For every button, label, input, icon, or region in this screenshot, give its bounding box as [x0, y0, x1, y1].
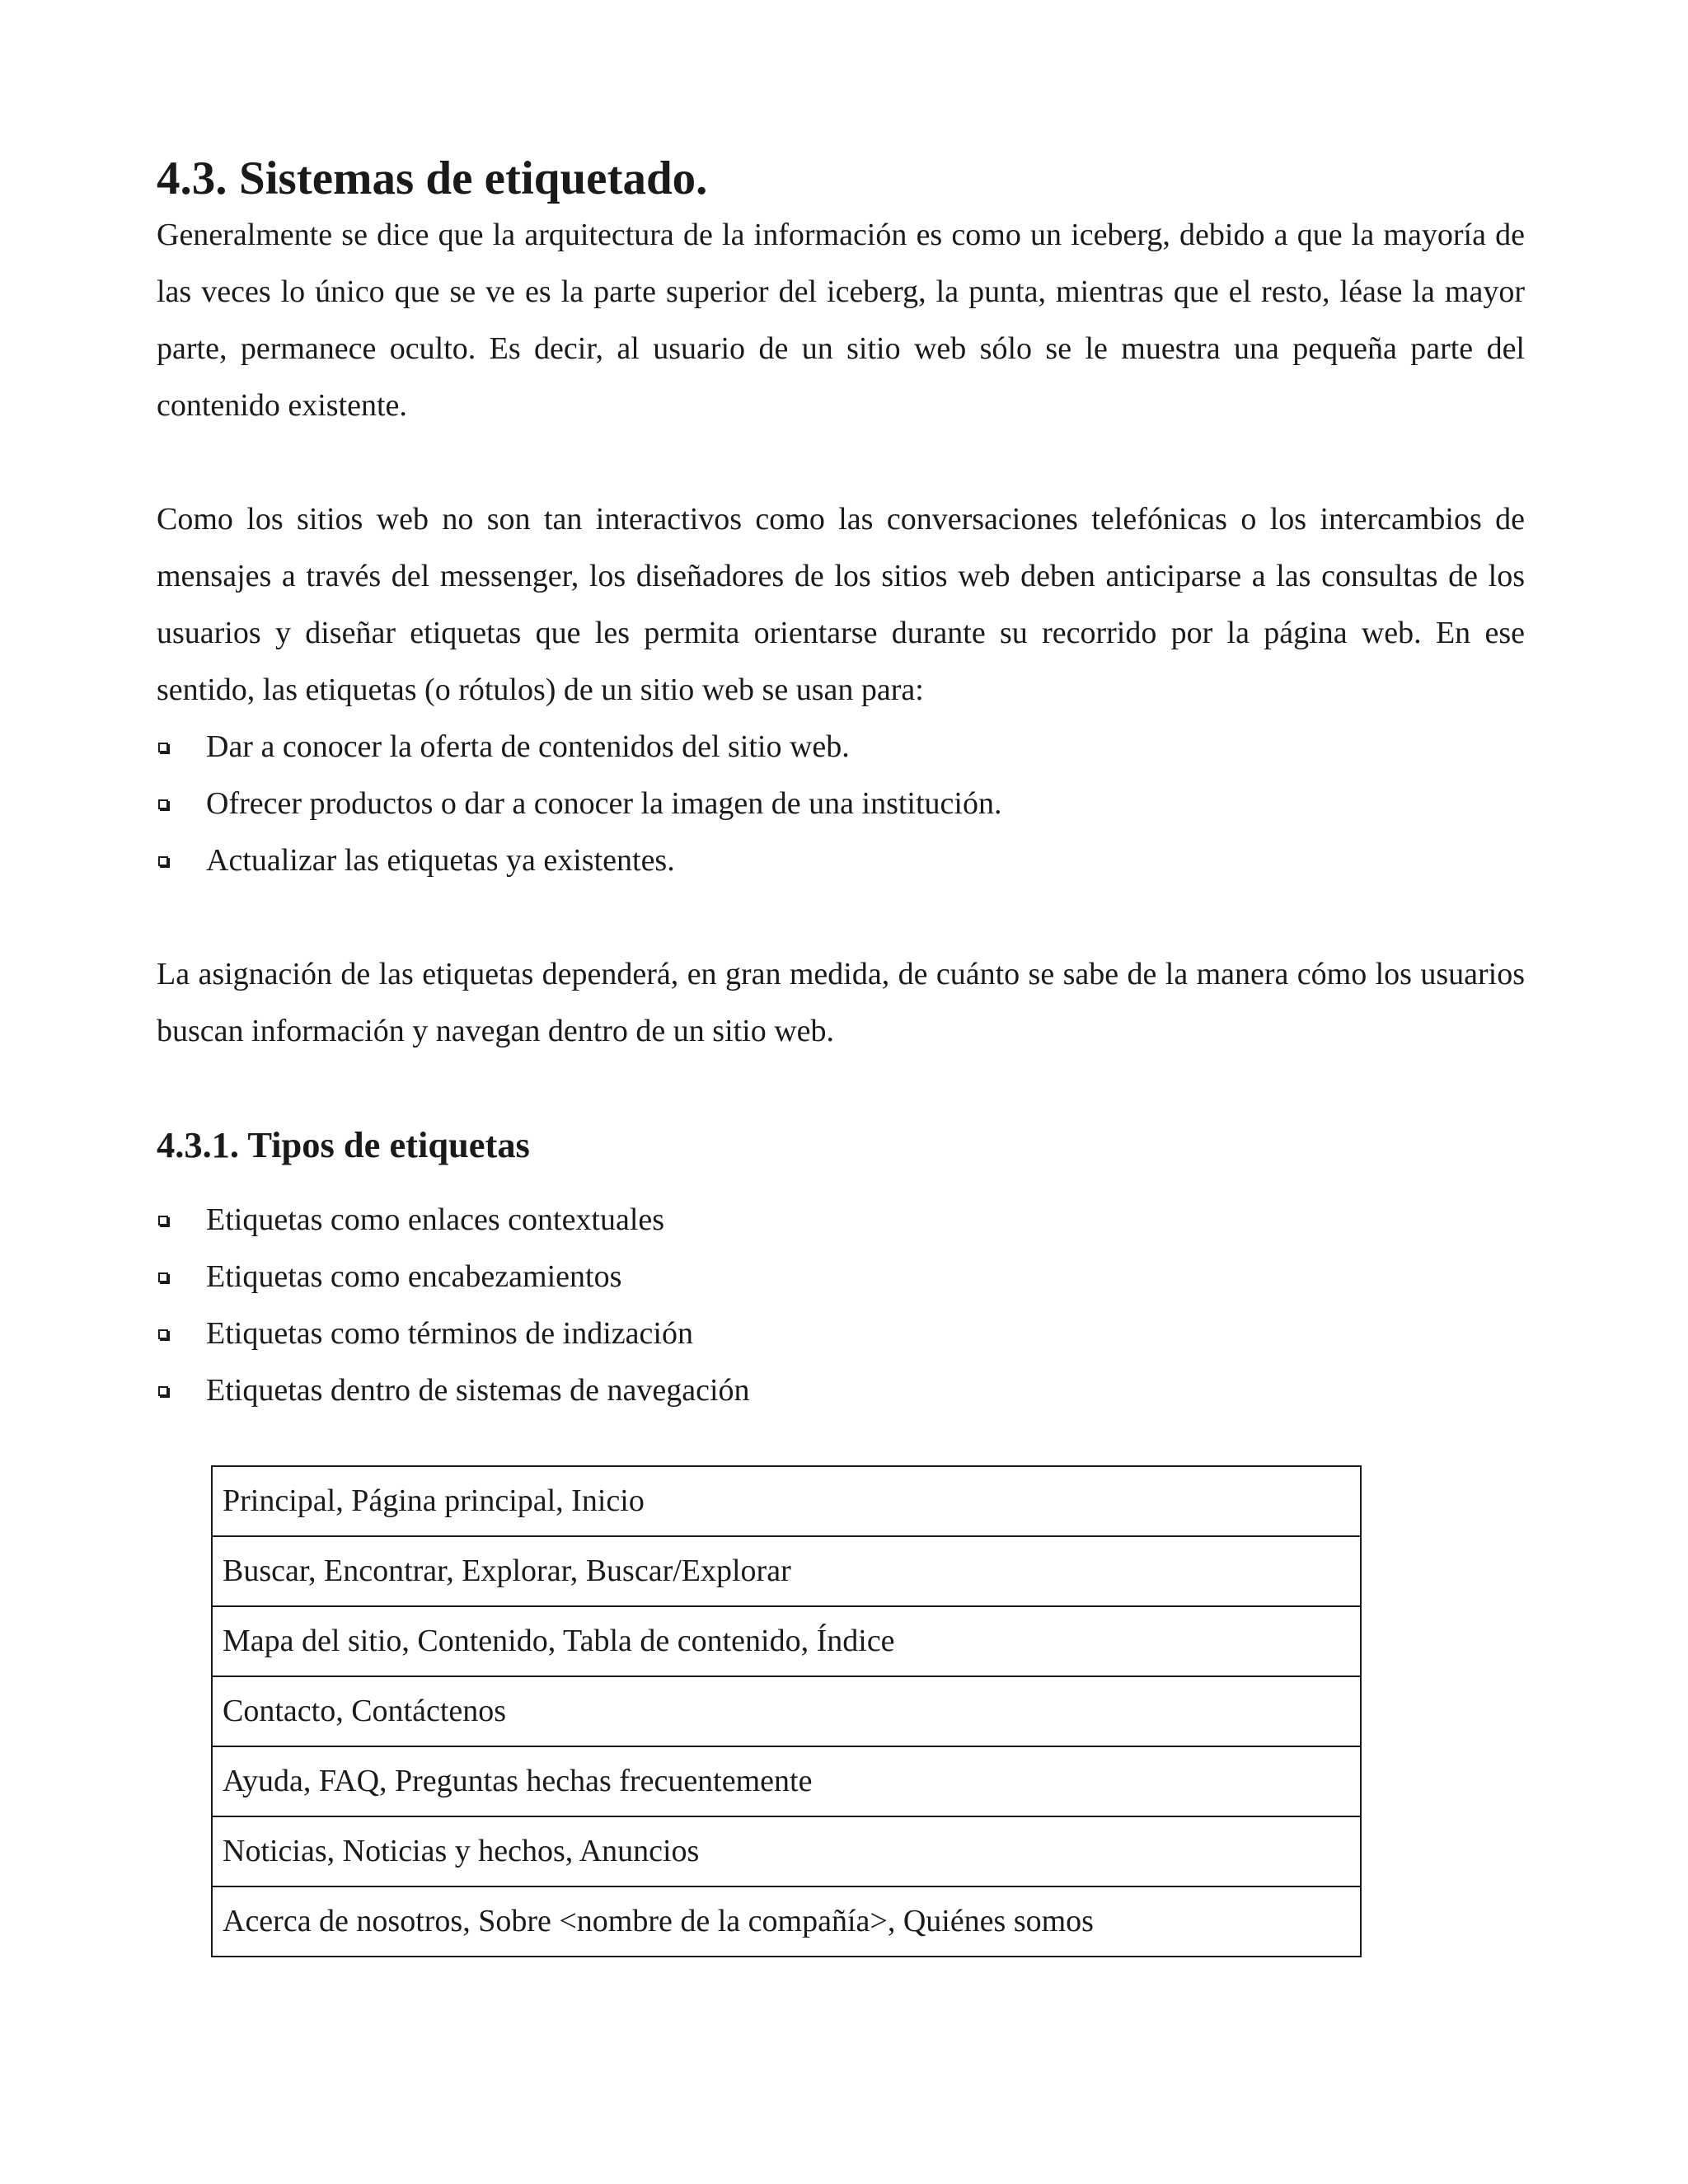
- square-bullet-icon: [158, 1386, 168, 1396]
- table-row: [212, 1606, 1361, 1676]
- list-item: [157, 832, 1525, 889]
- table-row: [212, 1676, 1361, 1746]
- table-row: [212, 1746, 1361, 1816]
- table-row: [212, 1466, 1361, 1536]
- spacer: [157, 434, 1525, 491]
- table-row: [212, 1816, 1361, 1886]
- list-item: [157, 1249, 1525, 1305]
- list-item-text: Ofrecer productos o dar a conocer la imagen de una institución.: [206, 786, 1002, 821]
- list-item: [157, 1305, 1525, 1362]
- table-cell: Principal, Página principal, Inicio: [212, 1466, 1361, 1536]
- table-cell: Ayuda, FAQ, Preguntas hechas frecuentemente: [212, 1746, 1361, 1816]
- table-row: [212, 1536, 1361, 1606]
- spacer: [157, 1060, 1525, 1117]
- square-bullet-icon: [158, 743, 168, 752]
- list-item-text: Etiquetas como encabezamientos: [206, 1259, 622, 1294]
- list-item-text: Etiquetas como términos de indización: [206, 1316, 693, 1351]
- list-item-text: Etiquetas como enlaces contextuales: [206, 1202, 665, 1237]
- list-item-text: Actualizar las etiquetas ya existentes.: [206, 843, 675, 878]
- square-bullet-icon: [158, 1216, 168, 1226]
- paragraph-assignment: La asignación de las etiquetas dependerá, en gran medida, de cuánto se sabe de la manera cómo los usuarios buscan información y navegan dentro de un sitio web.: [157, 957, 1525, 1048]
- list-item: [157, 719, 1525, 776]
- table-cell: Contacto, Contáctenos: [212, 1676, 1361, 1746]
- table-cell: Mapa del sitio, Contenido, Tabla de contenido, Índice: [212, 1606, 1361, 1676]
- list-item-text: Etiquetas dentro de sistemas de navegación: [206, 1373, 750, 1408]
- subsection-heading: 4.3.1. Tipos de etiquetas: [157, 1124, 530, 1165]
- section-title: Sistemas de etiquetado.: [239, 152, 708, 204]
- list-item: [157, 1192, 1525, 1249]
- table-cell: Acerca de nosotros, Sobre <nombre de la compañía>, Quiénes somos: [212, 1886, 1361, 1957]
- navigation-labels-table: [211, 1465, 1362, 1957]
- paragraph-iceberg: Generalmente se dice que la arquitectura de la información es como un iceberg, debido a que la mayoría de las veces lo único que se ve es la parte superior del iceberg, la punta, mientras que el resto, léase la mayor parte, permanece oculto. Es decir, al usuario de un sitio web sólo se le muestra una pequeña parte del contenido existente.: [157, 218, 1525, 423]
- spacer: [157, 1174, 1525, 1192]
- document-page: [157, 150, 1525, 1938]
- uses-list: [157, 719, 1525, 889]
- section-number: 4.3.: [157, 152, 227, 204]
- square-bullet-icon: [158, 856, 168, 866]
- table-row: [212, 1886, 1361, 1957]
- list-item-text: Dar a conocer la oferta de contenidos del sitio web.: [206, 729, 850, 764]
- spacer: [157, 889, 1525, 946]
- square-bullet-icon: [158, 1329, 168, 1339]
- table-cell: Buscar, Encontrar, Explorar, Buscar/Explorar: [212, 1536, 1361, 1606]
- section-heading: [157, 150, 1525, 207]
- square-bullet-icon: [158, 1272, 168, 1282]
- table-cell: Noticias, Noticias y hechos, Anuncios: [212, 1816, 1361, 1886]
- list-item: [157, 776, 1525, 832]
- types-list: [157, 1192, 1525, 1419]
- list-item: [157, 1362, 1525, 1419]
- square-bullet-icon: [158, 799, 168, 809]
- paragraph-labels-usage: Como los sitios web no son tan interactivos como las conversaciones telefónicas o los intercambios de mensajes a través del messenger, los diseñadores de los sitios web deben anticiparse a las consultas de los usuarios y diseñar etiquetas que les permita orientarse durante su recorrido por la página web. En ese sentido, las etiquetas (o rótulos) de un sitio web se usan para:: [157, 502, 1525, 707]
